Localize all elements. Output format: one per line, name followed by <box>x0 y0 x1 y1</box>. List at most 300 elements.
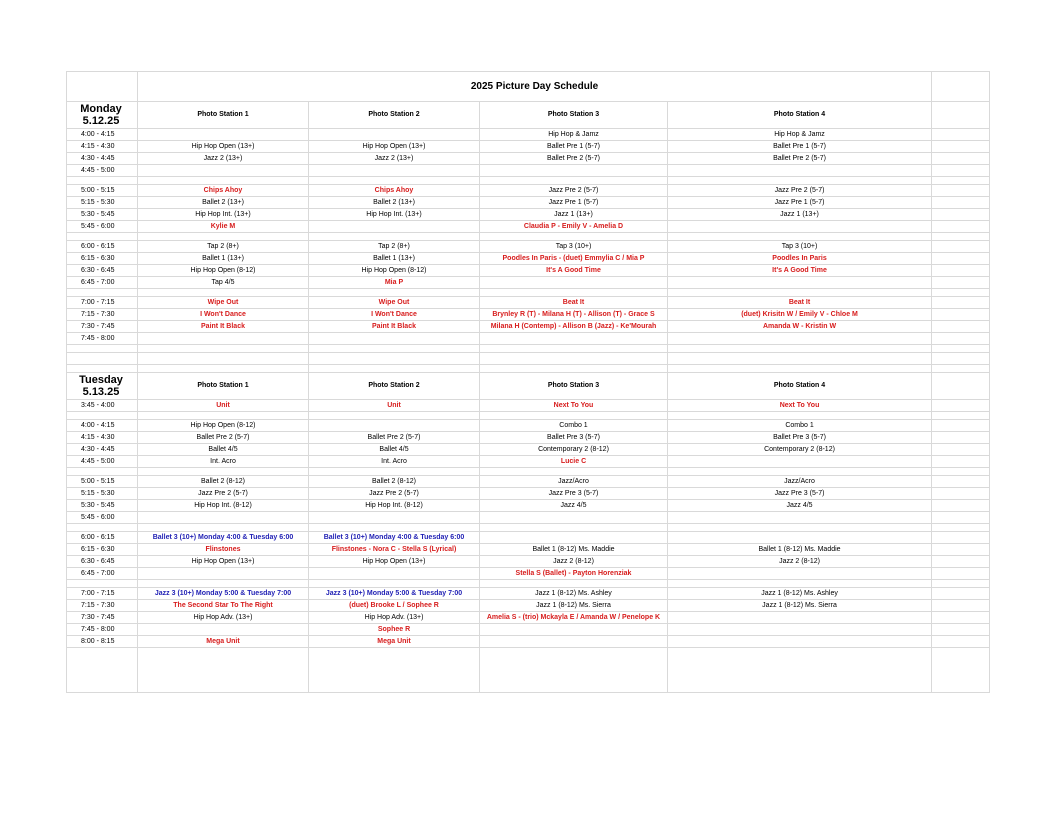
schedule-cell <box>480 165 668 177</box>
empty-cell <box>668 365 932 373</box>
empty-cell <box>668 580 932 588</box>
schedule-cell: Flinstones <box>138 544 309 556</box>
schedule-cell <box>138 568 309 580</box>
spacer-row <box>67 412 990 420</box>
time-slot-row <box>67 241 990 253</box>
schedule-cell: Int. Acro <box>309 456 480 468</box>
spacer-row <box>67 365 990 373</box>
schedule-cell: Hip Hop Int. (13+) <box>138 209 309 221</box>
time-slot: 6:00 - 6:15 <box>67 532 138 544</box>
extra-column-cell <box>932 556 990 568</box>
day-date: 5.13.25 <box>82 386 120 398</box>
empty-cell <box>67 289 138 297</box>
schedule-cell: Next To You <box>480 400 668 412</box>
time-slot-row <box>67 129 990 141</box>
time-slot: 5:00 - 5:15 <box>67 185 138 197</box>
schedule-cell <box>309 512 480 524</box>
extra-column-cell <box>932 512 990 524</box>
time-slot-row <box>67 321 990 333</box>
schedule-cell: Paint It Black <box>309 321 480 333</box>
schedule-cell <box>480 636 668 648</box>
schedule-cell <box>138 624 309 636</box>
schedule-cell <box>480 512 668 524</box>
empty-cell <box>138 177 309 185</box>
station-header: Photo Station 2 <box>309 102 480 129</box>
extra-column-cell <box>932 400 990 412</box>
empty-cell <box>67 365 138 373</box>
empty-cell <box>480 365 668 373</box>
schedule-cell <box>668 624 932 636</box>
schedule-cell: Hip Hop Open (8-12) <box>309 265 480 277</box>
schedule-cell: Kylie M <box>138 221 309 233</box>
time-slot-row <box>67 197 990 209</box>
time-slot: 6:45 - 7:00 <box>67 568 138 580</box>
time-slot-row <box>67 612 990 624</box>
schedule-cell: Ballet 1 (8-12) Ms. Maddie <box>480 544 668 556</box>
schedule-cell <box>480 353 668 365</box>
schedule-cell: I Won't Dance <box>309 309 480 321</box>
schedule-cell: Jazz Pre 2 (5-7) <box>668 185 932 197</box>
schedule-cell: Hip Hop Int. (8-12) <box>138 500 309 512</box>
day-header-row <box>67 373 990 400</box>
extra-column-cell <box>932 209 990 221</box>
extra-column-cell <box>932 488 990 500</box>
schedule-cell: Ballet Pre 2 (5-7) <box>668 153 932 165</box>
time-slot-row <box>67 568 990 580</box>
time-slot: 8:00 - 8:15 <box>67 636 138 648</box>
time-slot-row <box>67 253 990 265</box>
schedule-cell: Ballet Pre 3 (5-7) <box>668 432 932 444</box>
schedule-cell: Tap 3 (10+) <box>668 241 932 253</box>
schedule-cell: Jazz/Acro <box>668 476 932 488</box>
schedule-cell: Ballet 4/5 <box>309 444 480 456</box>
schedule-cell: Ballet 3 (10+) Monday 4:00 & Tuesday 6:00 <box>309 532 480 544</box>
time-slot-row <box>67 153 990 165</box>
schedule-cell: Paint It Black <box>138 321 309 333</box>
empty-cell <box>309 524 480 532</box>
extra-column-cell <box>932 241 990 253</box>
spacer-row <box>67 233 990 241</box>
spacer-row <box>67 468 990 476</box>
time-slot-row <box>67 141 990 153</box>
empty-cell <box>309 177 480 185</box>
schedule-cell: Jazz Pre 1 (5-7) <box>480 197 668 209</box>
schedule-cell: Ballet 3 (10+) Monday 4:00 & Tuesday 6:00 <box>138 532 309 544</box>
time-slot: 4:45 - 5:00 <box>67 456 138 468</box>
time-slot-row <box>67 432 990 444</box>
schedule-cell: Jazz 3 (10+) Monday 5:00 & Tuesday 7:00 <box>309 588 480 600</box>
schedule-cell <box>480 333 668 345</box>
schedule-cell: Flinstones - Nora C - Stella S (Lyrical) <box>309 544 480 556</box>
schedule-cell: Contemporary 2 (8-12) <box>480 444 668 456</box>
time-slot: 7:15 - 7:30 <box>67 600 138 612</box>
schedule-cell: Amanda W - Kristin W <box>668 321 932 333</box>
schedule-cell <box>309 333 480 345</box>
schedule-cell: Ballet Pre 2 (5-7) <box>138 432 309 444</box>
schedule-cell: Lucie C <box>480 456 668 468</box>
station-header: Photo Station 4 <box>668 102 932 129</box>
schedule-cell <box>138 165 309 177</box>
time-slot: 6:45 - 7:00 <box>67 277 138 289</box>
extra-column-cell <box>932 165 990 177</box>
time-slot: 5:00 - 5:15 <box>67 476 138 488</box>
empty-cell <box>309 468 480 476</box>
schedule-cell: Hip Hop Open (13+) <box>138 556 309 568</box>
schedule-cell: Beat It <box>668 297 932 309</box>
empty-cell <box>932 412 990 420</box>
time-slot: 5:30 - 5:45 <box>67 209 138 221</box>
empty-cell <box>309 233 480 241</box>
extra-column-cell <box>932 588 990 600</box>
extra-column-cell <box>932 321 990 333</box>
extra-column-cell <box>932 373 990 400</box>
time-slot-row <box>67 277 990 289</box>
schedule-cell: Wipe Out <box>309 297 480 309</box>
time-slot: 6:15 - 6:30 <box>67 253 138 265</box>
schedule-cell <box>480 624 668 636</box>
empty-cell <box>480 468 668 476</box>
schedule-cell: Jazz 1 (13+) <box>668 209 932 221</box>
empty-cell <box>480 412 668 420</box>
time-slot-row <box>67 420 990 432</box>
schedule-cell: Chips Ahoy <box>138 185 309 197</box>
schedule-cell: Jazz Pre 3 (5-7) <box>668 488 932 500</box>
schedule-cell: It's A Good Time <box>668 265 932 277</box>
empty-cell <box>138 524 309 532</box>
schedule-cell: Poodles In Paris - (duet) Emmylia C / Mia P <box>480 253 668 265</box>
schedule-cell: Unit <box>309 400 480 412</box>
title-extra-cell <box>932 72 990 102</box>
schedule-cell: (duet) Krisitn W / Emily V - Chloe M <box>668 309 932 321</box>
empty-cell <box>138 345 309 353</box>
schedule-cell: Int. Acro <box>138 456 309 468</box>
schedule-cell: Tap 3 (10+) <box>480 241 668 253</box>
time-slot: 4:45 - 5:00 <box>67 165 138 177</box>
time-slot: 7:45 - 8:00 <box>67 624 138 636</box>
schedule-cell: Jazz Pre 3 (5-7) <box>480 488 668 500</box>
schedule-cell: Jazz 2 (8-12) <box>480 556 668 568</box>
extra-column-cell <box>932 420 990 432</box>
spacer-row <box>67 289 990 297</box>
empty-cell <box>138 468 309 476</box>
time-slot: 7:30 - 7:45 <box>67 321 138 333</box>
extra-column-cell <box>932 500 990 512</box>
station-header: Photo Station 4 <box>668 373 932 400</box>
schedule-cell <box>309 420 480 432</box>
title-spacer-cell <box>67 72 138 102</box>
schedule-cell: Hip Hop & Jamz <box>480 129 668 141</box>
station-header: Photo Station 3 <box>480 102 668 129</box>
schedule-cell: It's A Good Time <box>480 265 668 277</box>
schedule-cell: Ballet Pre 2 (5-7) <box>480 153 668 165</box>
station-header: Photo Station 1 <box>138 102 309 129</box>
station-header: Photo Station 1 <box>138 373 309 400</box>
empty-cell <box>67 177 138 185</box>
schedule-cell: Hip Hop Adv. (13+) <box>138 612 309 624</box>
schedule-cell: Jazz/Acro <box>480 476 668 488</box>
empty-cell <box>932 468 990 476</box>
extra-column-cell <box>932 600 990 612</box>
time-slot: 7:30 - 7:45 <box>67 612 138 624</box>
schedule-cell <box>668 512 932 524</box>
spacer-row <box>67 177 990 185</box>
time-slot-row <box>67 512 990 524</box>
extra-column-cell <box>932 456 990 468</box>
schedule-title: 2025 Picture Day Schedule <box>138 72 932 102</box>
schedule-cell: Ballet 1 (13+) <box>138 253 309 265</box>
empty-cell <box>309 648 480 693</box>
schedule-cell: Ballet 2 (8-12) <box>309 476 480 488</box>
schedule-cell <box>668 568 932 580</box>
time-slot: 6:30 - 6:45 <box>67 556 138 568</box>
extra-column-cell <box>932 444 990 456</box>
time-slot-row <box>67 532 990 544</box>
schedule-cell <box>668 277 932 289</box>
empty-cell <box>138 412 309 420</box>
schedule-cell <box>480 277 668 289</box>
extra-column-cell <box>932 185 990 197</box>
time-slot: 4:30 - 4:45 <box>67 153 138 165</box>
extra-column-cell <box>932 277 990 289</box>
time-slot-row <box>67 185 990 197</box>
empty-cell <box>668 648 932 693</box>
empty-cell <box>932 233 990 241</box>
empty-cell <box>668 468 932 476</box>
empty-cell <box>932 177 990 185</box>
empty-cell <box>932 365 990 373</box>
day-name: Tuesday <box>79 374 123 386</box>
day-header-row <box>67 102 990 129</box>
schedule-cell <box>668 612 932 624</box>
schedule-cell <box>480 532 668 544</box>
schedule-cell: Ballet Pre 1 (5-7) <box>480 141 668 153</box>
schedule-cell: Ballet 2 (13+) <box>138 197 309 209</box>
day-date: 5.12.25 <box>82 115 120 127</box>
schedule-cell: Hip Hop Open (13+) <box>309 141 480 153</box>
empty-cell <box>668 412 932 420</box>
extra-column-cell <box>932 624 990 636</box>
schedule-cell: Jazz 2 (8-12) <box>668 556 932 568</box>
schedule-cell: The Second Star To The Right <box>138 600 309 612</box>
schedule-cell: Jazz 4/5 <box>668 500 932 512</box>
extra-column-cell <box>932 253 990 265</box>
empty-cell <box>309 289 480 297</box>
time-slot: 6:00 - 6:15 <box>67 241 138 253</box>
time-slot-row <box>67 297 990 309</box>
schedule-cell: Combo 1 <box>668 420 932 432</box>
empty-cell <box>309 345 480 353</box>
schedule-cell: Tap 2 (8+) <box>138 241 309 253</box>
time-slot: 7:00 - 7:15 <box>67 297 138 309</box>
schedule-cell: Ballet 1 (13+) <box>309 253 480 265</box>
empty-cell <box>138 648 309 693</box>
schedule-cell: Milana H (Contemp) - Allison B (Jazz) - Ke'Mourah <box>480 321 668 333</box>
schedule-cell: Hip Hop Int. (8-12) <box>309 500 480 512</box>
day-label <box>67 102 138 129</box>
schedule-cell: Jazz 1 (8-12) Ms. Sierra <box>668 600 932 612</box>
empty-cell <box>309 412 480 420</box>
empty-cell <box>932 524 990 532</box>
time-slot: 4:15 - 4:30 <box>67 432 138 444</box>
schedule-cell: Wipe Out <box>138 297 309 309</box>
empty-cell <box>480 233 668 241</box>
schedule-cell: Mega Unit <box>309 636 480 648</box>
extra-column-cell <box>932 432 990 444</box>
time-slot-row <box>67 353 990 365</box>
schedule-cell: Claudia P - Emily V - Amelia D <box>480 221 668 233</box>
schedule-cell: Ballet 2 (13+) <box>309 197 480 209</box>
schedule-cell: Hip Hop Open (13+) <box>138 141 309 153</box>
time-slot: 7:45 - 8:00 <box>67 333 138 345</box>
empty-cell <box>309 580 480 588</box>
schedule-cell: Beat It <box>480 297 668 309</box>
schedule-cell: Tap 4/5 <box>138 277 309 289</box>
empty-cell <box>67 648 138 693</box>
schedule-cell <box>309 568 480 580</box>
empty-cell <box>668 177 932 185</box>
empty-cell <box>67 345 138 353</box>
schedule-cell <box>138 333 309 345</box>
schedule-cell: Jazz Pre 2 (5-7) <box>138 488 309 500</box>
schedule-cell: Jazz 4/5 <box>480 500 668 512</box>
spacer-row <box>67 345 990 353</box>
schedule-cell: Jazz 1 (8-12) Ms. Ashley <box>668 588 932 600</box>
schedule-cell <box>668 165 932 177</box>
schedule-cell <box>309 165 480 177</box>
time-slot: 5:30 - 5:45 <box>67 500 138 512</box>
schedule-cell: Amelia S - (trio) Mckayla E / Amanda W / Penelope K <box>480 612 668 624</box>
empty-cell <box>309 365 480 373</box>
time-slot-row <box>67 476 990 488</box>
schedule-cell: Chips Ahoy <box>309 185 480 197</box>
time-slot-row <box>67 265 990 277</box>
blank-row <box>67 648 990 693</box>
extra-column-cell <box>932 353 990 365</box>
empty-cell <box>67 524 138 532</box>
schedule-cell <box>668 456 932 468</box>
extra-column-cell <box>932 297 990 309</box>
empty-cell <box>668 289 932 297</box>
empty-cell <box>67 580 138 588</box>
time-slot: 6:30 - 6:45 <box>67 265 138 277</box>
schedule-cell: Jazz Pre 1 (5-7) <box>668 197 932 209</box>
schedule-cell: Hip Hop Open (13+) <box>309 556 480 568</box>
extra-column-cell <box>932 129 990 141</box>
empty-cell <box>668 345 932 353</box>
schedule-cell: Ballet Pre 3 (5-7) <box>480 432 668 444</box>
time-slot: 3:45 - 4:00 <box>67 400 138 412</box>
schedule-cell: Sophee R <box>309 624 480 636</box>
empty-cell <box>138 365 309 373</box>
time-slot-row <box>67 588 990 600</box>
time-slot: 4:30 - 4:45 <box>67 444 138 456</box>
schedule-cell: Jazz Pre 2 (5-7) <box>480 185 668 197</box>
empty-cell <box>138 289 309 297</box>
time-slot-row <box>67 309 990 321</box>
extra-column-cell <box>932 333 990 345</box>
schedule-cell: (duet) Brooke L / Sophee R <box>309 600 480 612</box>
schedule-cell <box>668 353 932 365</box>
schedule-cell: Jazz 2 (13+) <box>309 153 480 165</box>
empty-cell <box>67 412 138 420</box>
time-slot-row <box>67 556 990 568</box>
time-slot: 5:45 - 6:00 <box>67 512 138 524</box>
schedule-cell: Jazz 1 (8-12) Ms. Ashley <box>480 588 668 600</box>
time-slot-row <box>67 624 990 636</box>
station-header: Photo Station 2 <box>309 373 480 400</box>
schedule-cell: Jazz 1 (8-12) Ms. Sierra <box>480 600 668 612</box>
schedule-cell: Stella S (Ballet) - Payton Horenziak <box>480 568 668 580</box>
empty-cell <box>480 648 668 693</box>
time-slot: 7:15 - 7:30 <box>67 309 138 321</box>
extra-column-cell <box>932 153 990 165</box>
schedule-cell: Jazz 2 (13+) <box>138 153 309 165</box>
empty-cell <box>668 524 932 532</box>
empty-cell <box>480 580 668 588</box>
time-slot-row <box>67 544 990 556</box>
empty-cell <box>932 648 990 693</box>
extra-column-cell <box>932 197 990 209</box>
time-slot: 5:45 - 6:00 <box>67 221 138 233</box>
time-slot-row <box>67 600 990 612</box>
schedule-cell: Ballet 4/5 <box>138 444 309 456</box>
schedule-cell: Next To You <box>668 400 932 412</box>
time-slot-row <box>67 636 990 648</box>
spacer-row <box>67 580 990 588</box>
time-slot: 7:00 - 7:15 <box>67 588 138 600</box>
schedule-cell <box>138 512 309 524</box>
time-slot: 4:00 - 4:15 <box>67 420 138 432</box>
schedule-cell <box>309 353 480 365</box>
extra-column-cell <box>932 636 990 648</box>
extra-column-cell <box>932 476 990 488</box>
extra-column-cell <box>932 265 990 277</box>
time-slot: 4:15 - 4:30 <box>67 141 138 153</box>
empty-cell <box>480 345 668 353</box>
time-slot-row <box>67 444 990 456</box>
extra-column-cell <box>932 612 990 624</box>
time-slot-row <box>67 400 990 412</box>
time-slot-row <box>67 221 990 233</box>
day-label <box>67 373 138 400</box>
empty-cell <box>138 580 309 588</box>
time-slot-row <box>67 456 990 468</box>
schedule-cell: I Won't Dance <box>138 309 309 321</box>
schedule-cell: Jazz Pre 2 (5-7) <box>309 488 480 500</box>
time-slot <box>67 353 138 365</box>
extra-column-cell <box>932 568 990 580</box>
time-slot-row <box>67 333 990 345</box>
schedule-cell <box>668 221 932 233</box>
empty-cell <box>67 233 138 241</box>
schedule-cell <box>668 532 932 544</box>
schedule-cell <box>668 636 932 648</box>
schedule-cell: Poodles In Paris <box>668 253 932 265</box>
schedule-cell: Jazz 3 (10+) Monday 5:00 & Tuesday 7:00 <box>138 588 309 600</box>
empty-cell <box>932 580 990 588</box>
empty-cell <box>932 289 990 297</box>
schedule-cell: Jazz 1 (13+) <box>480 209 668 221</box>
empty-cell <box>932 345 990 353</box>
schedule-cell: Hip Hop Open (8-12) <box>138 420 309 432</box>
time-slot: 5:15 - 5:30 <box>67 197 138 209</box>
extra-column-cell <box>932 544 990 556</box>
schedule-cell: Ballet 1 (8-12) Ms. Maddie <box>668 544 932 556</box>
extra-column-cell <box>932 102 990 129</box>
schedule-cell: Ballet Pre 1 (5-7) <box>668 141 932 153</box>
schedule-cell <box>138 353 309 365</box>
schedule-cell: Hip Hop Open (8-12) <box>138 265 309 277</box>
